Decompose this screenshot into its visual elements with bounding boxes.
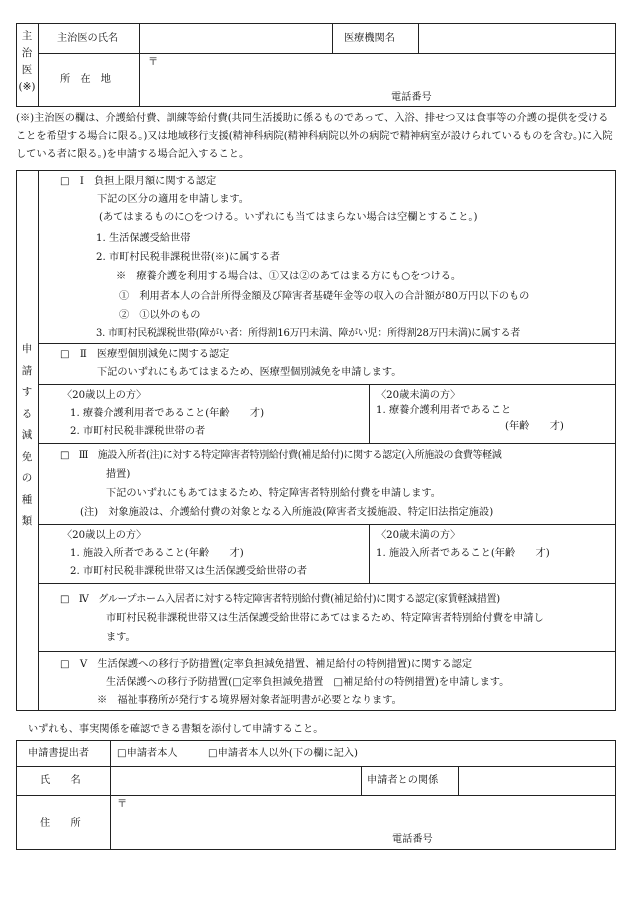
section1-item3[interactable]: 3. 市町村民税課税世帯(障がい者：所得割16万円未満、障がい児：所得割28万円未満)に属する者 — [96, 328, 520, 339]
section3-split-top — [38, 524, 616, 525]
section5-note: ※ 福祉事務所が発行する境界層対象者証明書が必要となります。 — [97, 695, 402, 706]
submitter-option-self[interactable]: □申請者本人 — [117, 748, 178, 759]
section1-line2: (あてはまるものに○をつける。いずれにも当てはまらない場合は空欄とすること。) — [99, 212, 478, 223]
section5-line1[interactable]: 生活保護への移行予防措置(□定率負担減免措置 □補足給付の特例措置)を申請します。 — [106, 677, 510, 688]
section2-split-top — [38, 384, 616, 385]
section2-left2: 2. 市町村民税非課税世帯の者 — [70, 426, 206, 437]
section1-checkbox[interactable]: □ Ⅰ 負担上限月額に関する認定 — [60, 176, 217, 187]
submitter-phone-field[interactable] — [440, 830, 610, 848]
doctor-phone-label: 電話番号 — [391, 92, 432, 103]
submitter-option-other[interactable]: □申請者本人以外(下の欄に記入) — [208, 748, 359, 759]
section3-title[interactable]: □ Ⅲ 施設入所者(注)に対する特定障害者特別給付費(補足給付)に関する認定(入所施設の食費等軽減 — [60, 450, 502, 461]
section1-item1[interactable]: 1. 生活保護受給世帯 — [96, 233, 191, 244]
section4-bottom-line — [38, 651, 616, 652]
section2-title[interactable]: □ Ⅱ 医療型個別減免に関する認定 — [60, 349, 230, 360]
section2-line1: 下記のいずれにもあてはまるため、医療型個別減免を申請します。 — [97, 367, 402, 378]
section2-left-head: 〈20歳以上の方〉 — [62, 390, 147, 401]
section4-line2: ます。 — [106, 632, 136, 643]
section2-split-mid — [369, 384, 370, 443]
relation-left-divider — [361, 766, 362, 795]
doctor-address-field[interactable] — [160, 55, 610, 83]
reduction-label: 申 請 す る 減 免 の 種 類 — [21, 343, 33, 527]
submitter-address-label: 住 所 — [40, 818, 81, 829]
doctor-phone-field[interactable] — [440, 88, 610, 106]
doctor-name-field[interactable] — [140, 24, 331, 52]
doctor-label-divider — [38, 23, 39, 107]
doctor-row-divider — [38, 53, 616, 54]
submitter-address-field[interactable] — [130, 797, 610, 827]
section2-right1: 1. 療養介護利用者であること — [376, 405, 512, 416]
section2-right2: (年齢 才) — [505, 421, 564, 432]
section1-sub1[interactable]: ① 利用者本人の合計所得金額及び障害者基礎年金等の収入の合計額が80万円以下のもの — [119, 291, 530, 302]
section2-left1: 1. 療養介護利用者であること(年齢 才) — [70, 408, 265, 419]
section3-note: (注) 対象施設は、介護給付費の対象となる入所施設(障害者支援施設、特定旧法指定施設) — [80, 507, 494, 518]
section4-line1: 市町村民税非課税世帯又は生活保護受給世帯にあてはまるため、特定障害者特別給付費を申請し — [106, 613, 544, 624]
section3-line1: 下記のいずれにもあてはまるため、特定障害者特別給付費を申請します。 — [106, 488, 441, 499]
section2-right-head: 〈20歳未満の方〉 — [376, 390, 461, 401]
submitter-name-label: 氏 名 — [40, 775, 81, 786]
section3-bottom-line — [38, 583, 616, 584]
section3-title2: 措置) — [106, 469, 131, 480]
section1-sub2[interactable]: ② ①以外のもの — [119, 310, 201, 321]
section1-item2[interactable]: 2. 市町村民税非課税世帯(※)に属する者 — [96, 252, 280, 263]
section1-title — [60, 175, 216, 188]
submitter-row2-bottom — [16, 795, 616, 796]
institution-label: 医療機関名 — [344, 33, 395, 44]
section1-note: ※ 療養介護を利用する場合は、①又は②のあてはまる方にも○をつける。 — [116, 271, 462, 282]
relation-label: 申請者との関係 — [367, 775, 439, 786]
submitter-postal-mark: 〒 — [117, 799, 128, 810]
doctor-label: 主 治 医 (※) — [18, 30, 36, 93]
doctor-note: (※)主治医の欄は、介護給付費、訓練等給付費(共同生活援助に係るものであって、入浴、排せつ又は食事等の介護の提供を受けることを希望する場合に限る。)又は地域移行支援(精神科病院(精神科病院以外の病院で精神病室が設けられているものを含む。)に入院している者に限る。)を申請する場合記入すること。 — [16, 113, 613, 160]
reduction-label-divider — [38, 170, 39, 711]
section3-right-head: 〈20歳未満の方〉 — [376, 530, 461, 541]
institution-field[interactable] — [419, 24, 615, 52]
submitter-label: 申請書提出者 — [28, 748, 90, 759]
section3-left1: 1. 施設入所者であること(年齢 才) — [70, 548, 244, 559]
attach-note: いずれも、事実関係を確認できる書類を添付して申請すること。 — [28, 724, 324, 735]
relation-field[interactable] — [459, 767, 615, 794]
submitter-phone-label: 電話番号 — [392, 834, 433, 845]
inst-label-left-divider — [332, 23, 333, 53]
doctor-name-label: 主治医の氏名 — [57, 33, 119, 44]
section1-bottom-line — [38, 343, 616, 344]
section3-left2: 2. 市町村民税非課税世帯又は生活保護受給世帯の者 — [70, 566, 308, 577]
section5-title[interactable]: □ Ⅴ 生活保護への移行予防措置(定率負担減免措置、補足給付の特例措置)に関する認定 — [60, 659, 473, 670]
section4-title[interactable]: □ Ⅳ グループホーム入居者に対する特定障害者特別給付費(補足給付)に関する認定(家賃軽減措置) — [60, 594, 500, 605]
doctor-postal-mark: 〒 — [148, 57, 159, 68]
section2-bottom-line — [38, 443, 616, 444]
section3-left-head: 〈20歳以上の方〉 — [62, 530, 147, 541]
doctor-address-label: 所 在 地 — [60, 74, 111, 85]
section3-split-mid — [369, 524, 370, 583]
section3-right1: 1. 施設入所者であること(年齢 才) — [376, 548, 550, 559]
section1-line1: 下記の区分の適用を申請します。 — [97, 194, 249, 205]
submitter-name-field[interactable] — [111, 767, 360, 794]
